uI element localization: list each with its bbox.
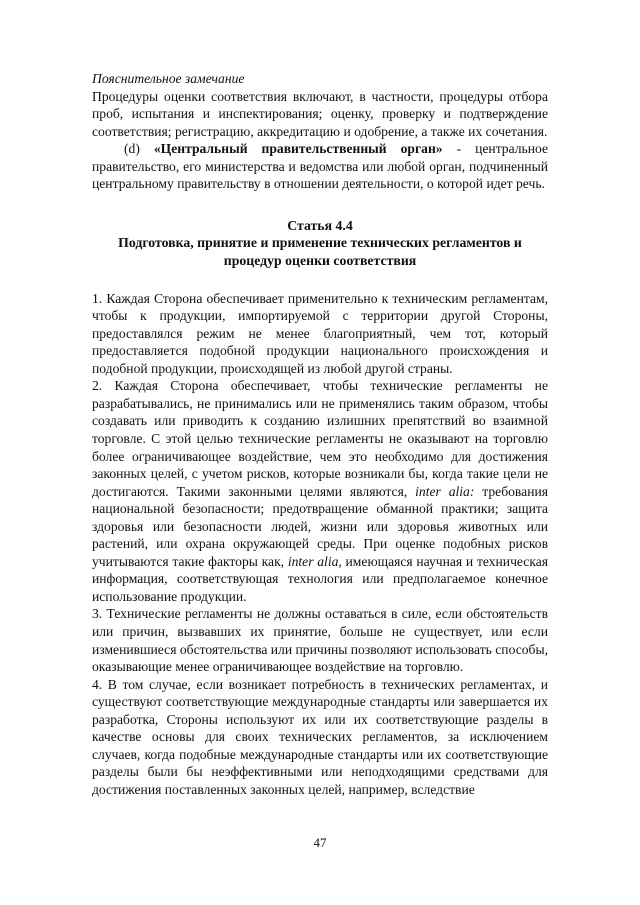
paragraph-2 xyxy=(92,377,548,605)
paragraph-3: 3. Технические регламенты не должны оставаться в силе, если обстоятельств или причин, вызвавших их принятие, больше не существует, или если изменившиеся обстоятельства или причины позволяют использовать способы, оказывающие менее ограничивающее воздействие на торговлю. xyxy=(92,606,548,675)
article-gap xyxy=(92,270,548,290)
article-title: Подготовка, принятие и применение технических регламентов и процедур оценки соответствия xyxy=(118,235,522,269)
note-text: Процедуры оценки соответствия включают, в частности, процедуры отбора проб, испытания и инспектирования; оценку, проверку и подтверждение соответствия; регистрацию, аккредитацию и одобрение, а также их сочетания. xyxy=(92,88,548,139)
definition-d xyxy=(92,140,548,193)
document-page xyxy=(92,70,548,798)
page-number: 47 xyxy=(313,835,327,850)
latin-phrase-2: inter alia, xyxy=(287,553,342,569)
paragraph-1: 1. Каждая Сторона обеспечивает применительно к техническим регламентам, чтобы к продукции, импортируемой с территории другой Стороны, предоставлялся режим не менее благоприятный, чем тот, который предоставляется подобной продукции национального происхождения и подобной продукции, происходящей из любой другой страны. xyxy=(92,290,548,376)
paragraph-2-part-b: требования национальной безопасности; предотвращение обманной практики; защита здоровья или безопасности людей, жизни или здоровья животных или растений, или охрана окружающей среды. При оценке подобных рисков учитываются такие факторы как, xyxy=(92,483,548,569)
paragraph-2-part-c: имеющаяся научная и техническая информация, соответствующая технология или предполагаемое конечное использование продукции. xyxy=(92,553,549,604)
article-number: Статья 4.4 xyxy=(287,217,353,233)
paragraph-4: 4. В том случае, если возникает потребность в технических регламентах, и существуют соответствующие международные стандарты или завершается их разработка, Стороны используют их или их соответствующие разделы в качестве основы для своих технических регламентов, за исключением случаев, когда подобные международные стандарты или их соответствующие разделы были бы неэффективными или неподходящими средствами для достижения поставленных законных целей, например, вследствие xyxy=(92,676,548,797)
definition-term: «Центральный правительственный орган» xyxy=(153,141,443,157)
paragraph-2-part-a: 2. Каждая Сторона обеспечивает, чтобы технические регламенты не разрабатывались, не принимались или не применялись таким образом, чтобы создавать или приводить к созданию излишних препятствий во взаимной торговле. С этой целью технические регламенты не оказывают на торговлю более ограничивающее воздействие, чем это необходимо для достижения законных целей, с учетом рисков, которые возникали бы, когда такие цели не достигаются. Такими законными целями являются, xyxy=(92,378,548,499)
note-heading: Пояснительное замечание xyxy=(92,71,245,86)
latin-phrase-1: inter alia: xyxy=(415,483,475,499)
definition-text: - центральное правительство, его министерства и ведомства или любой орган, подчиненный центральному правительству в отношении деятельности, о которой идет речь. xyxy=(92,141,549,192)
section-spacer xyxy=(92,193,548,217)
definition-marker: (d) xyxy=(124,141,140,157)
